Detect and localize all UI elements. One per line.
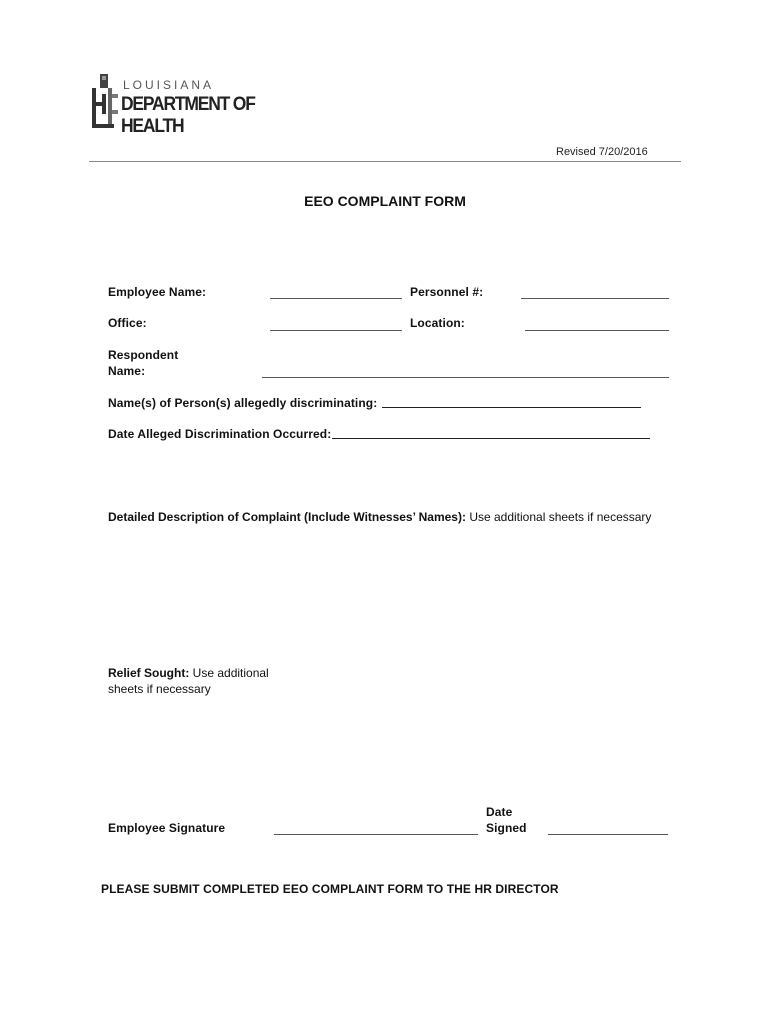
relief-note-line1: Use additional [192, 666, 269, 680]
date-signed-field[interactable] [548, 834, 668, 835]
description-label: Detailed Description of Complaint (Include Witnesses’ Names): [108, 510, 466, 524]
revised-date: Revised 7/20/2016 [556, 146, 648, 158]
logo-top-text: LOUISIANA [123, 78, 215, 92]
employee-name-label: Employee Name: [108, 285, 207, 299]
respondent-name-field[interactable] [262, 377, 669, 378]
respondent-label-line2: Name: [108, 364, 146, 378]
location-label: Location: [410, 316, 465, 330]
office-label: Office: [108, 316, 147, 330]
relief-section [108, 665, 269, 697]
date-occurred-field[interactable] [332, 438, 650, 439]
employee-signature-label: Employee Signature [108, 821, 226, 835]
header-rule [89, 161, 681, 162]
submission-instruction: PLEASE SUBMIT COMPLETED EEO COMPLAINT FORM TO THE HR DIRECTOR [101, 882, 559, 896]
respondent-label-line1: Respondent [108, 348, 179, 362]
relief-note-line2: sheets if necessary [108, 682, 211, 696]
relief-label: Relief Sought: [108, 666, 190, 680]
agency-logo [92, 74, 292, 137]
relief-area[interactable] [108, 700, 668, 800]
logo-main-text: DEPARTMENT OF HEALTH [121, 94, 255, 137]
form-title: EEO COMPLAINT FORM [304, 193, 466, 209]
personnel-number-field[interactable] [521, 298, 669, 299]
employee-name-field[interactable] [270, 298, 402, 299]
description-section [108, 510, 651, 524]
employee-signature-field[interactable] [274, 834, 478, 835]
personnel-number-label: Personnel #: [410, 285, 484, 299]
health-cross-icon [92, 74, 120, 128]
persons-discriminating-label: Name(s) of Person(s) allegedly discriminating: [108, 396, 378, 410]
description-area[interactable] [108, 528, 668, 658]
date-signed-label-line2: Signed [486, 821, 527, 835]
persons-discriminating-field[interactable] [382, 407, 641, 408]
office-field[interactable] [270, 330, 402, 331]
location-field[interactable] [525, 330, 669, 331]
date-occurred-label: Date Alleged Discrimination Occurred: [108, 427, 332, 441]
date-signed-label-line1: Date [486, 805, 513, 819]
description-note: Use additional sheets if necessary [469, 510, 652, 524]
